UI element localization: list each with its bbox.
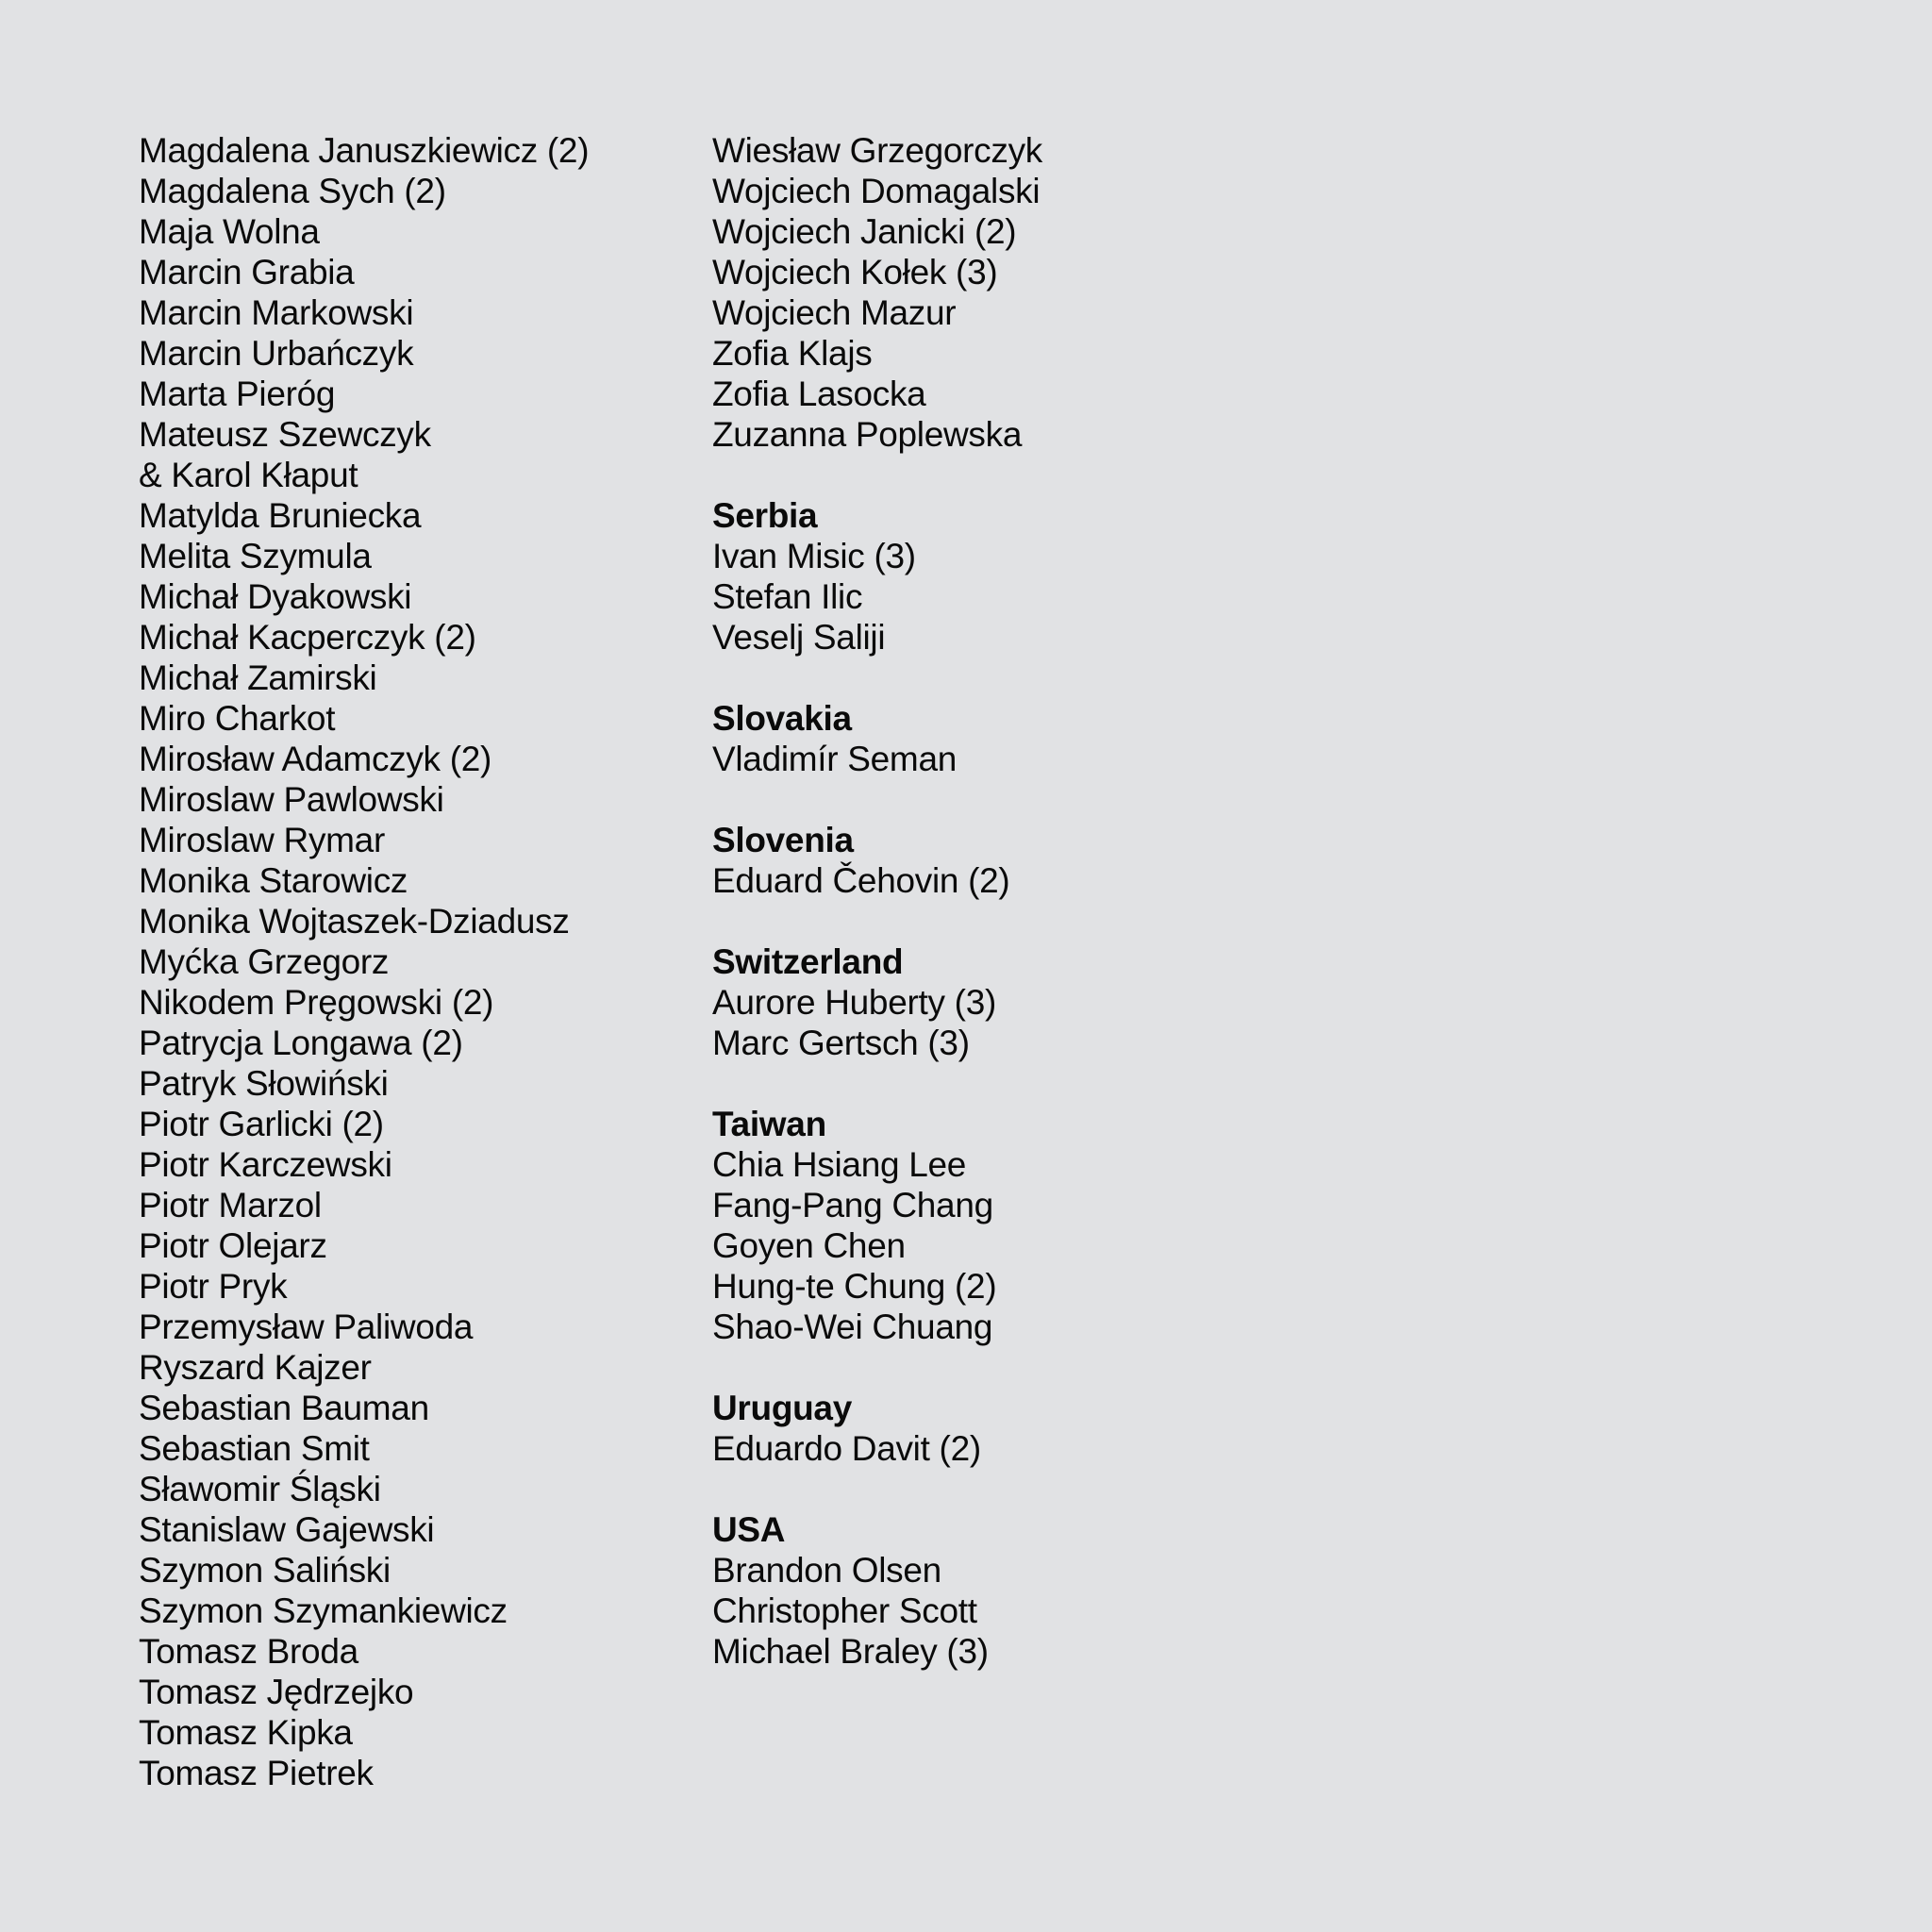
list-item: Myćka Grzegorz: [139, 942, 390, 981]
list-item: Aurore Huberty (3): [712, 983, 996, 1022]
list-item: Matylda Bruniecka: [139, 496, 422, 535]
list-item: Michał Kacperczyk (2): [139, 618, 476, 657]
country-heading: USA: [712, 1510, 786, 1549]
list-item: Szymon Szymankiewicz: [139, 1591, 508, 1630]
list-item: Tomasz Kipka: [139, 1713, 353, 1752]
list-item: Michał Dyakowski: [139, 577, 412, 616]
list-item: Goyen Chen: [712, 1226, 906, 1265]
list-item: & Karol Kłaput: [139, 456, 358, 494]
list-item: Veselj Saliji: [712, 618, 886, 657]
list-item: Eduard Čehovin (2): [712, 861, 1010, 900]
list-item: Piotr Olejarz: [139, 1226, 327, 1265]
list-item: Shao-Wei Chuang: [712, 1307, 993, 1346]
list-item: Monika Starowicz: [139, 861, 408, 900]
list-item: Marta Pieróg: [139, 375, 336, 413]
list-item: Marcin Grabia: [139, 253, 355, 291]
country-heading: Slovenia: [712, 821, 854, 859]
section-slovenia: [712, 820, 1316, 901]
list-item: Christopher Scott: [712, 1591, 977, 1630]
list-item: Wojciech Kołek (3): [712, 253, 998, 291]
list-item: Patrycja Longawa (2): [139, 1024, 463, 1062]
list-item: Magdalena Sych (2): [139, 172, 446, 210]
list-item: Monika Wojtaszek-Dziadusz: [139, 902, 570, 941]
left-name-column: [139, 130, 705, 1793]
list-item: Fang-Pang Chang: [712, 1186, 993, 1224]
list-item: Zofia Klajs: [712, 334, 873, 373]
list-item: Marc Gertsch (3): [712, 1024, 970, 1062]
list-item: Piotr Garlicki (2): [139, 1105, 384, 1143]
section-serbia: [712, 495, 1316, 658]
list-item: Patryk Słowiński: [139, 1064, 389, 1103]
list-item: Marcin Urbańczyk: [139, 334, 414, 373]
list-item: Ryszard Kajzer: [139, 1348, 372, 1387]
list-item: Brandon Olsen: [712, 1551, 941, 1590]
list-item: Piotr Pryk: [139, 1267, 288, 1306]
list-item: Miroslaw Pawlowski: [139, 780, 444, 819]
list-item: Vladimír Seman: [712, 740, 958, 778]
list-item: Wojciech Mazur: [712, 293, 957, 332]
list-item: Miroslaw Rymar: [139, 821, 385, 859]
list-item: Eduardo Davit (2): [712, 1429, 981, 1468]
list-item: Magdalena Januszkiewicz (2): [139, 131, 590, 170]
list-item: Mirosław Adamczyk (2): [139, 740, 492, 778]
country-heading: Switzerland: [712, 942, 904, 981]
list-item: Michael Braley (3): [712, 1632, 989, 1671]
list-item: Zuzanna Poplewska: [712, 415, 1023, 454]
section-uruguay: [712, 1388, 1316, 1469]
list-item: Tomasz Broda: [139, 1632, 358, 1671]
list-item: Stefan Ilic: [712, 577, 863, 616]
list-item: Mateusz Szewczyk: [139, 415, 431, 454]
list-item: Miro Charkot: [139, 699, 336, 738]
country-heading: Slovakia: [712, 699, 852, 738]
list-item: Szymon Saliński: [139, 1551, 391, 1590]
right-name-column: [712, 130, 1316, 1672]
list-item: Wojciech Domagalski: [712, 172, 1041, 210]
list-item: Sebastian Bauman: [139, 1389, 429, 1427]
list-item: Sebastian Smit: [139, 1429, 370, 1468]
list-item: Stanislaw Gajewski: [139, 1510, 435, 1549]
section-switzerland: [712, 941, 1316, 1063]
section-usa: [712, 1509, 1316, 1672]
poland-names-continued: [712, 130, 1316, 455]
list-item: Chia Hsiang Lee: [712, 1145, 967, 1184]
list-item: Hung-te Chung (2): [712, 1267, 997, 1306]
list-item: Przemysław Paliwoda: [139, 1307, 474, 1346]
list-item: Tomasz Pietrek: [139, 1754, 374, 1792]
list-item: Wojciech Janicki (2): [712, 212, 1017, 251]
section-taiwan: [712, 1104, 1316, 1347]
list-item: Marcin Markowski: [139, 293, 414, 332]
list-item: Maja Wolna: [139, 212, 320, 251]
list-item: Zofia Lasocka: [712, 375, 926, 413]
list-item: Wiesław Grzegorczyk: [712, 131, 1042, 170]
list-item: Nikodem Pręgowski (2): [139, 983, 494, 1022]
list-item: Sławomir Śląski: [139, 1470, 381, 1508]
country-heading: Uruguay: [712, 1389, 852, 1427]
country-heading: Taiwan: [712, 1105, 826, 1143]
list-item: Piotr Marzol: [139, 1186, 322, 1224]
list-item: Melita Szymula: [139, 537, 372, 575]
country-heading: Serbia: [712, 496, 818, 535]
list-item: Ivan Misic (3): [712, 537, 916, 575]
section-slovakia: [712, 698, 1316, 779]
list-item: Michał Zamirski: [139, 658, 377, 697]
list-item: Piotr Karczewski: [139, 1145, 392, 1184]
poland-names-list: [139, 130, 705, 1793]
list-item: Tomasz Jędrzejko: [139, 1673, 414, 1711]
